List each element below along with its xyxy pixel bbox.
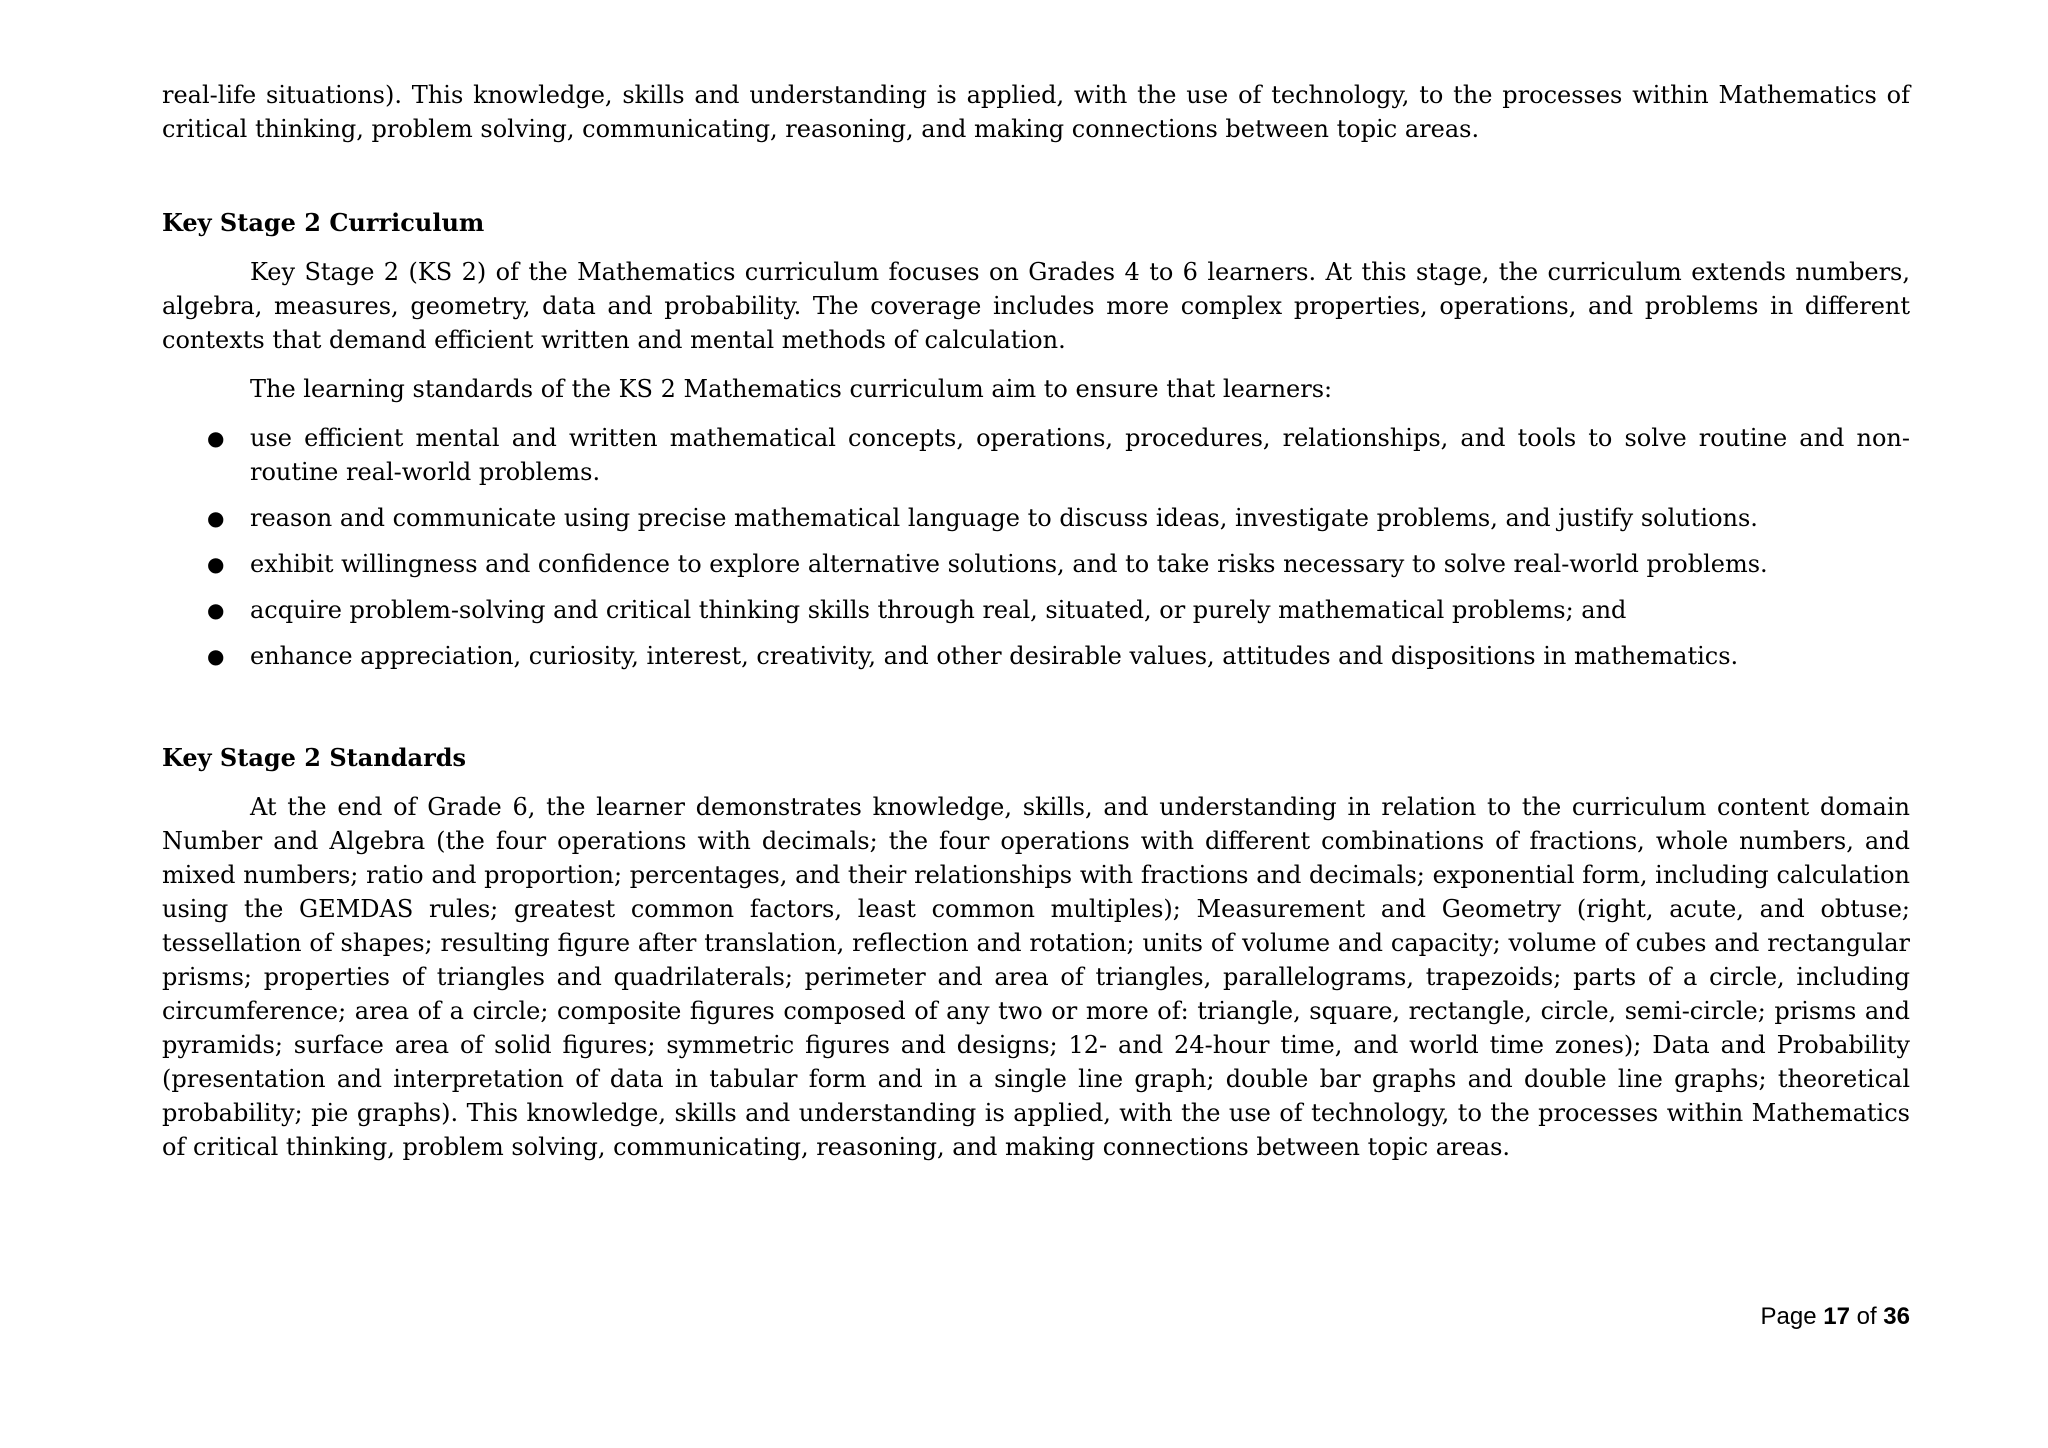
page-footer xyxy=(1761,1302,1911,1332)
of-label: of xyxy=(1856,1303,1877,1330)
list-item xyxy=(162,421,1910,489)
list-item xyxy=(162,639,1910,673)
bullet-icon: ● xyxy=(207,506,225,530)
document-page xyxy=(162,78,1910,1164)
spacer xyxy=(162,240,1910,255)
curriculum-section xyxy=(162,206,1910,673)
spacer xyxy=(162,406,1910,421)
curriculum-paragraph-1: Key Stage 2 (KS 2) of the Mathematics curriculum focuses on Grades 4 to 6 learners. At this stage, the curriculum extends numbers, algebra, measures, geometry, data and probability. The coverage includes more complex properties, operations, and problems in different contexts that demand efficient written and mental methods of calculation. xyxy=(162,258,1910,354)
curriculum-paragraph-2: The learning standards of the KS 2 Mathematics curriculum aim to ensure that learners: xyxy=(250,375,1333,403)
bullet-icon: ● xyxy=(207,552,225,576)
list-item-text: exhibit willingness and confidence to explore alternative solutions, and to take risks necessary to solve real-world problems. xyxy=(250,550,1768,578)
list-item xyxy=(162,501,1910,535)
curriculum-heading: Key Stage 2 Curriculum xyxy=(162,208,485,237)
list-item xyxy=(162,593,1910,627)
standards-paragraph: At the end of Grade 6, the learner demonstrates knowledge, skills, and understanding in relation to the curriculum content domain Number and Algebra (the four operations with decimals; the four operations with different combinations of fractions, whole numbers, and mixed numbers; ratio and proportion; percentages, and their relationships with fractions and decimals; exponential form, including calculation using the GEMDAS rules; greatest common factors, least common multiples); Measurement and Geometry (right, acute, and obtuse; tessellation of shapes; resulting figure after translation, reflection and rotation; units of volume and capacity; volume of cubes and rectangular prisms; properties of triangles and quadrilaterals; perimeter and area of triangles, parallelograms, trapezoids; parts of a circle, including circumference; area of a circle; composite figures composed of any two or more of: triangle, square, rectangle, circle, semi-circle; prisms and pyramids; surface area of solid figures; symmetric figures and designs; 12- and 24-hour time, and world time zones); Data and Probability (presentation and interpretation of data in tabular form and in a single line graph; double bar graphs and double line graphs; theoretical probability; pie graphs). This knowledge, skills and understanding is applied, with the use of technology, to the processes within Mathematics of critical thinking, problem solving, communicating, reasoning, and making connections between topic areas. xyxy=(162,793,1910,1161)
list-item-text: enhance appreciation, curiosity, interest, creativity, and other desirable values, attitudes and dispositions in mathematics. xyxy=(250,642,1739,670)
standards-heading: Key Stage 2 Standards xyxy=(162,743,467,772)
list-item-text: reason and communicate using precise mathematical language to discuss ideas, investigate problems, and justify solutions. xyxy=(250,504,1758,532)
page-label: Page xyxy=(1760,1303,1817,1330)
spacer xyxy=(162,146,1910,206)
standards-section xyxy=(162,741,1910,1164)
bullet-icon: ● xyxy=(207,598,225,622)
bullet-icon: ● xyxy=(207,426,225,450)
list-item-text: acquire problem-solving and critical thinking skills through real, situated, or purely mathematical problems; and xyxy=(250,596,1627,624)
list-item-text: use efficient mental and written mathematical concepts, operations, procedures, relationships, and tools to solve routine and non-routine real-world problems. xyxy=(250,424,1910,486)
spacer xyxy=(162,357,1910,372)
spacer xyxy=(162,775,1910,790)
bullet-icon: ● xyxy=(207,644,225,668)
learning-standards-list xyxy=(162,421,1910,673)
current-page-number: 17 xyxy=(1823,1303,1850,1330)
intro-paragraph: real-life situations). This knowledge, skills and understanding is applied, with the use of technology, to the processes within Mathematics of critical thinking, problem solving, communicating, reasoning, and making connections between topic areas. xyxy=(162,81,1910,143)
spacer xyxy=(162,685,1910,741)
total-pages-number: 36 xyxy=(1883,1303,1910,1330)
list-item xyxy=(162,547,1910,581)
